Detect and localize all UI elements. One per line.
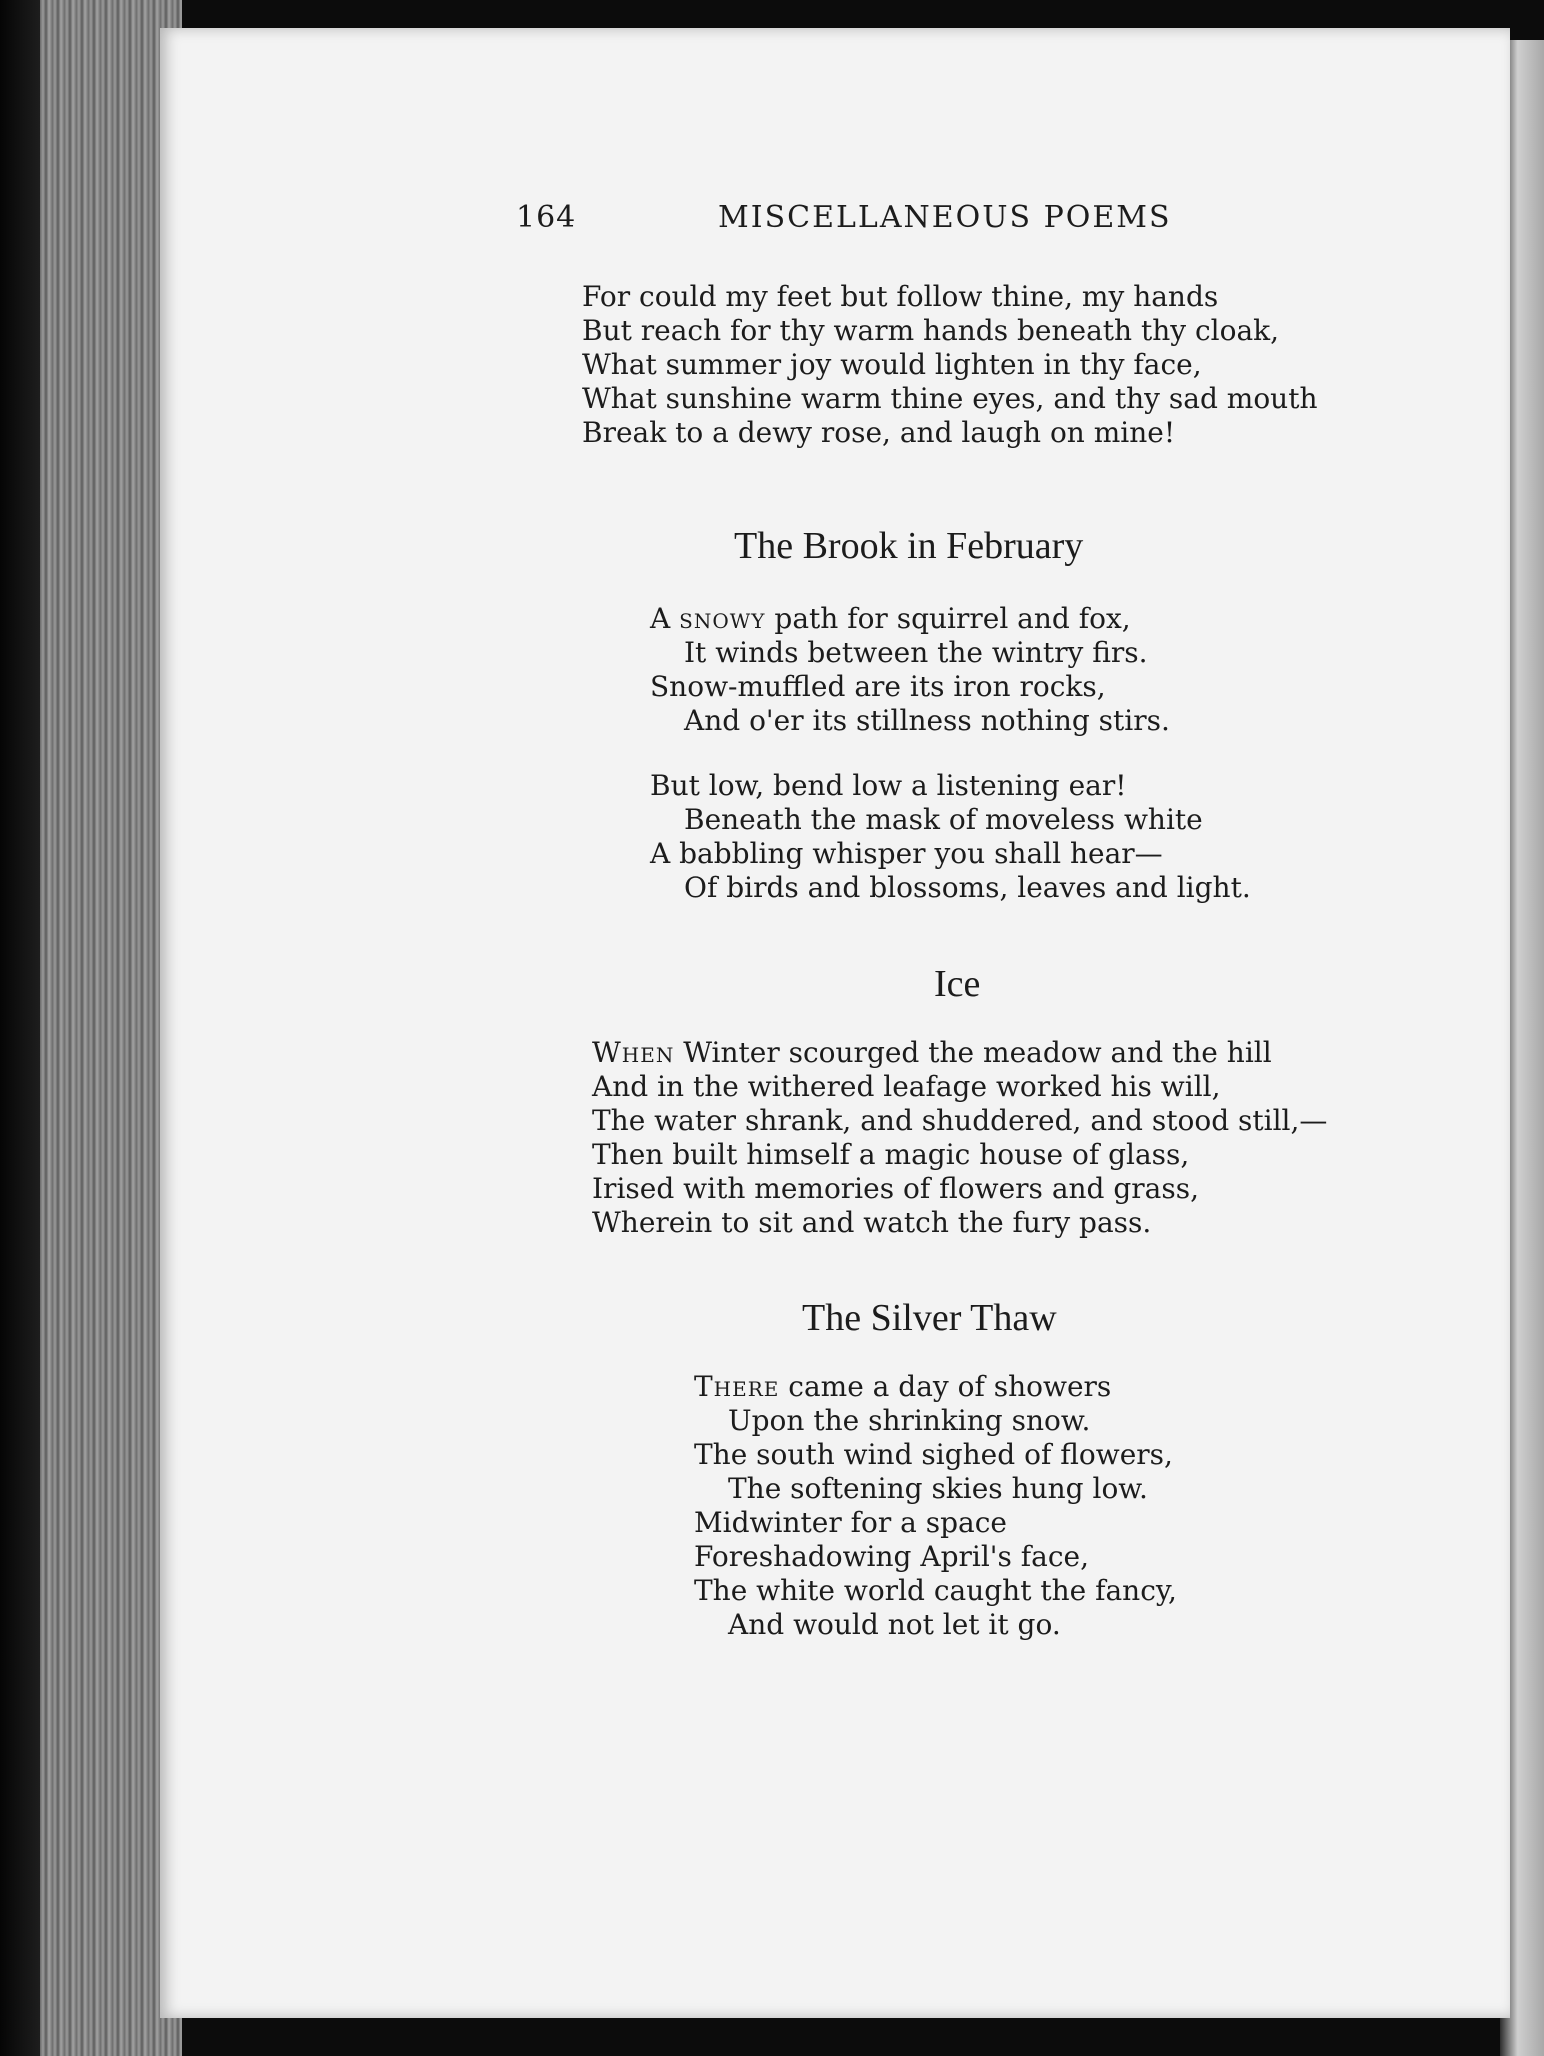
poem-line: And o'er its stillness nothing stirs. xyxy=(684,704,1170,737)
poem-line xyxy=(694,1370,1177,1404)
page-number: 164 xyxy=(516,200,577,235)
line-rest: path for squirrel and fox, xyxy=(765,602,1131,635)
poem-line: Irised with memories of flowers and grass, xyxy=(592,1172,1200,1205)
poem-line: Of birds and blossoms, leaves and light. xyxy=(684,871,1251,904)
poem-line: The softening skies hung low. xyxy=(728,1472,1148,1505)
poem-line xyxy=(650,602,1170,636)
first-word: A xyxy=(650,602,671,635)
poem-line: Snow-muffled are its iron rocks, xyxy=(650,670,1106,703)
running-head xyxy=(160,200,1510,240)
poem-line: Upon the shrinking snow. xyxy=(728,1404,1091,1437)
ice-stanza xyxy=(592,1036,1327,1240)
poem-line: And in the withered leafage worked his will, xyxy=(592,1070,1221,1103)
poem-line: The white world caught the fancy, xyxy=(694,1574,1177,1607)
poem-line: The water shrank, and shuddered, and stood still,— xyxy=(592,1104,1328,1137)
brook-stanza-2 xyxy=(650,769,1251,905)
poem-line: The south wind sighed of flowers, xyxy=(694,1438,1173,1471)
thaw-stanza xyxy=(694,1370,1177,1642)
poem-line: Midwinter for a space xyxy=(694,1506,1007,1539)
poem-line: A babbling whisper you shall hear— xyxy=(650,837,1163,870)
poem-line: Then built himself a magic house of glass, xyxy=(592,1138,1190,1171)
continued-poem-stanza xyxy=(582,280,1318,450)
smallcaps-opening: When xyxy=(592,1036,675,1069)
page-content xyxy=(160,28,1510,2018)
poem-line: Foreshadowing April's face, xyxy=(694,1540,1089,1573)
poem-line: And would not let it go. xyxy=(728,1608,1061,1641)
poem-line: But reach for thy warm hands beneath thy cloak, xyxy=(582,314,1280,347)
book-page xyxy=(160,28,1510,2018)
poem-line xyxy=(592,1036,1327,1070)
poem-line: What sunshine warm thine eyes, and thy sad mouth xyxy=(582,382,1318,415)
brook-stanza-1 xyxy=(650,602,1170,738)
line-rest: came a day of showers xyxy=(779,1370,1112,1403)
poem-title-brook: The Brook in February xyxy=(734,525,1084,567)
poem-line: Beneath the mask of moveless white xyxy=(684,803,1203,836)
smallcaps-opening: snowy xyxy=(679,602,766,635)
poem-line: What summer joy would lighten in thy face, xyxy=(582,348,1202,381)
poem-line: Wherein to sit and watch the fury pass. xyxy=(592,1206,1152,1239)
running-title: MISCELLANEOUS POEMS xyxy=(718,200,1172,235)
poem-line: For could my feet but follow thine, my hands xyxy=(582,280,1219,313)
smallcaps-opening: There xyxy=(694,1370,780,1403)
poem-title-ice: Ice xyxy=(934,963,981,1005)
poem-line: But low, bend low a listening ear! xyxy=(650,769,1127,802)
poem-title-thaw: The Silver Thaw xyxy=(802,1297,1057,1339)
line-rest: Winter scourged the meadow and the hill xyxy=(674,1036,1272,1069)
poem-line: It winds between the wintry firs. xyxy=(684,636,1148,669)
poem-line: Break to a dewy rose, and laugh on mine! xyxy=(582,416,1176,449)
